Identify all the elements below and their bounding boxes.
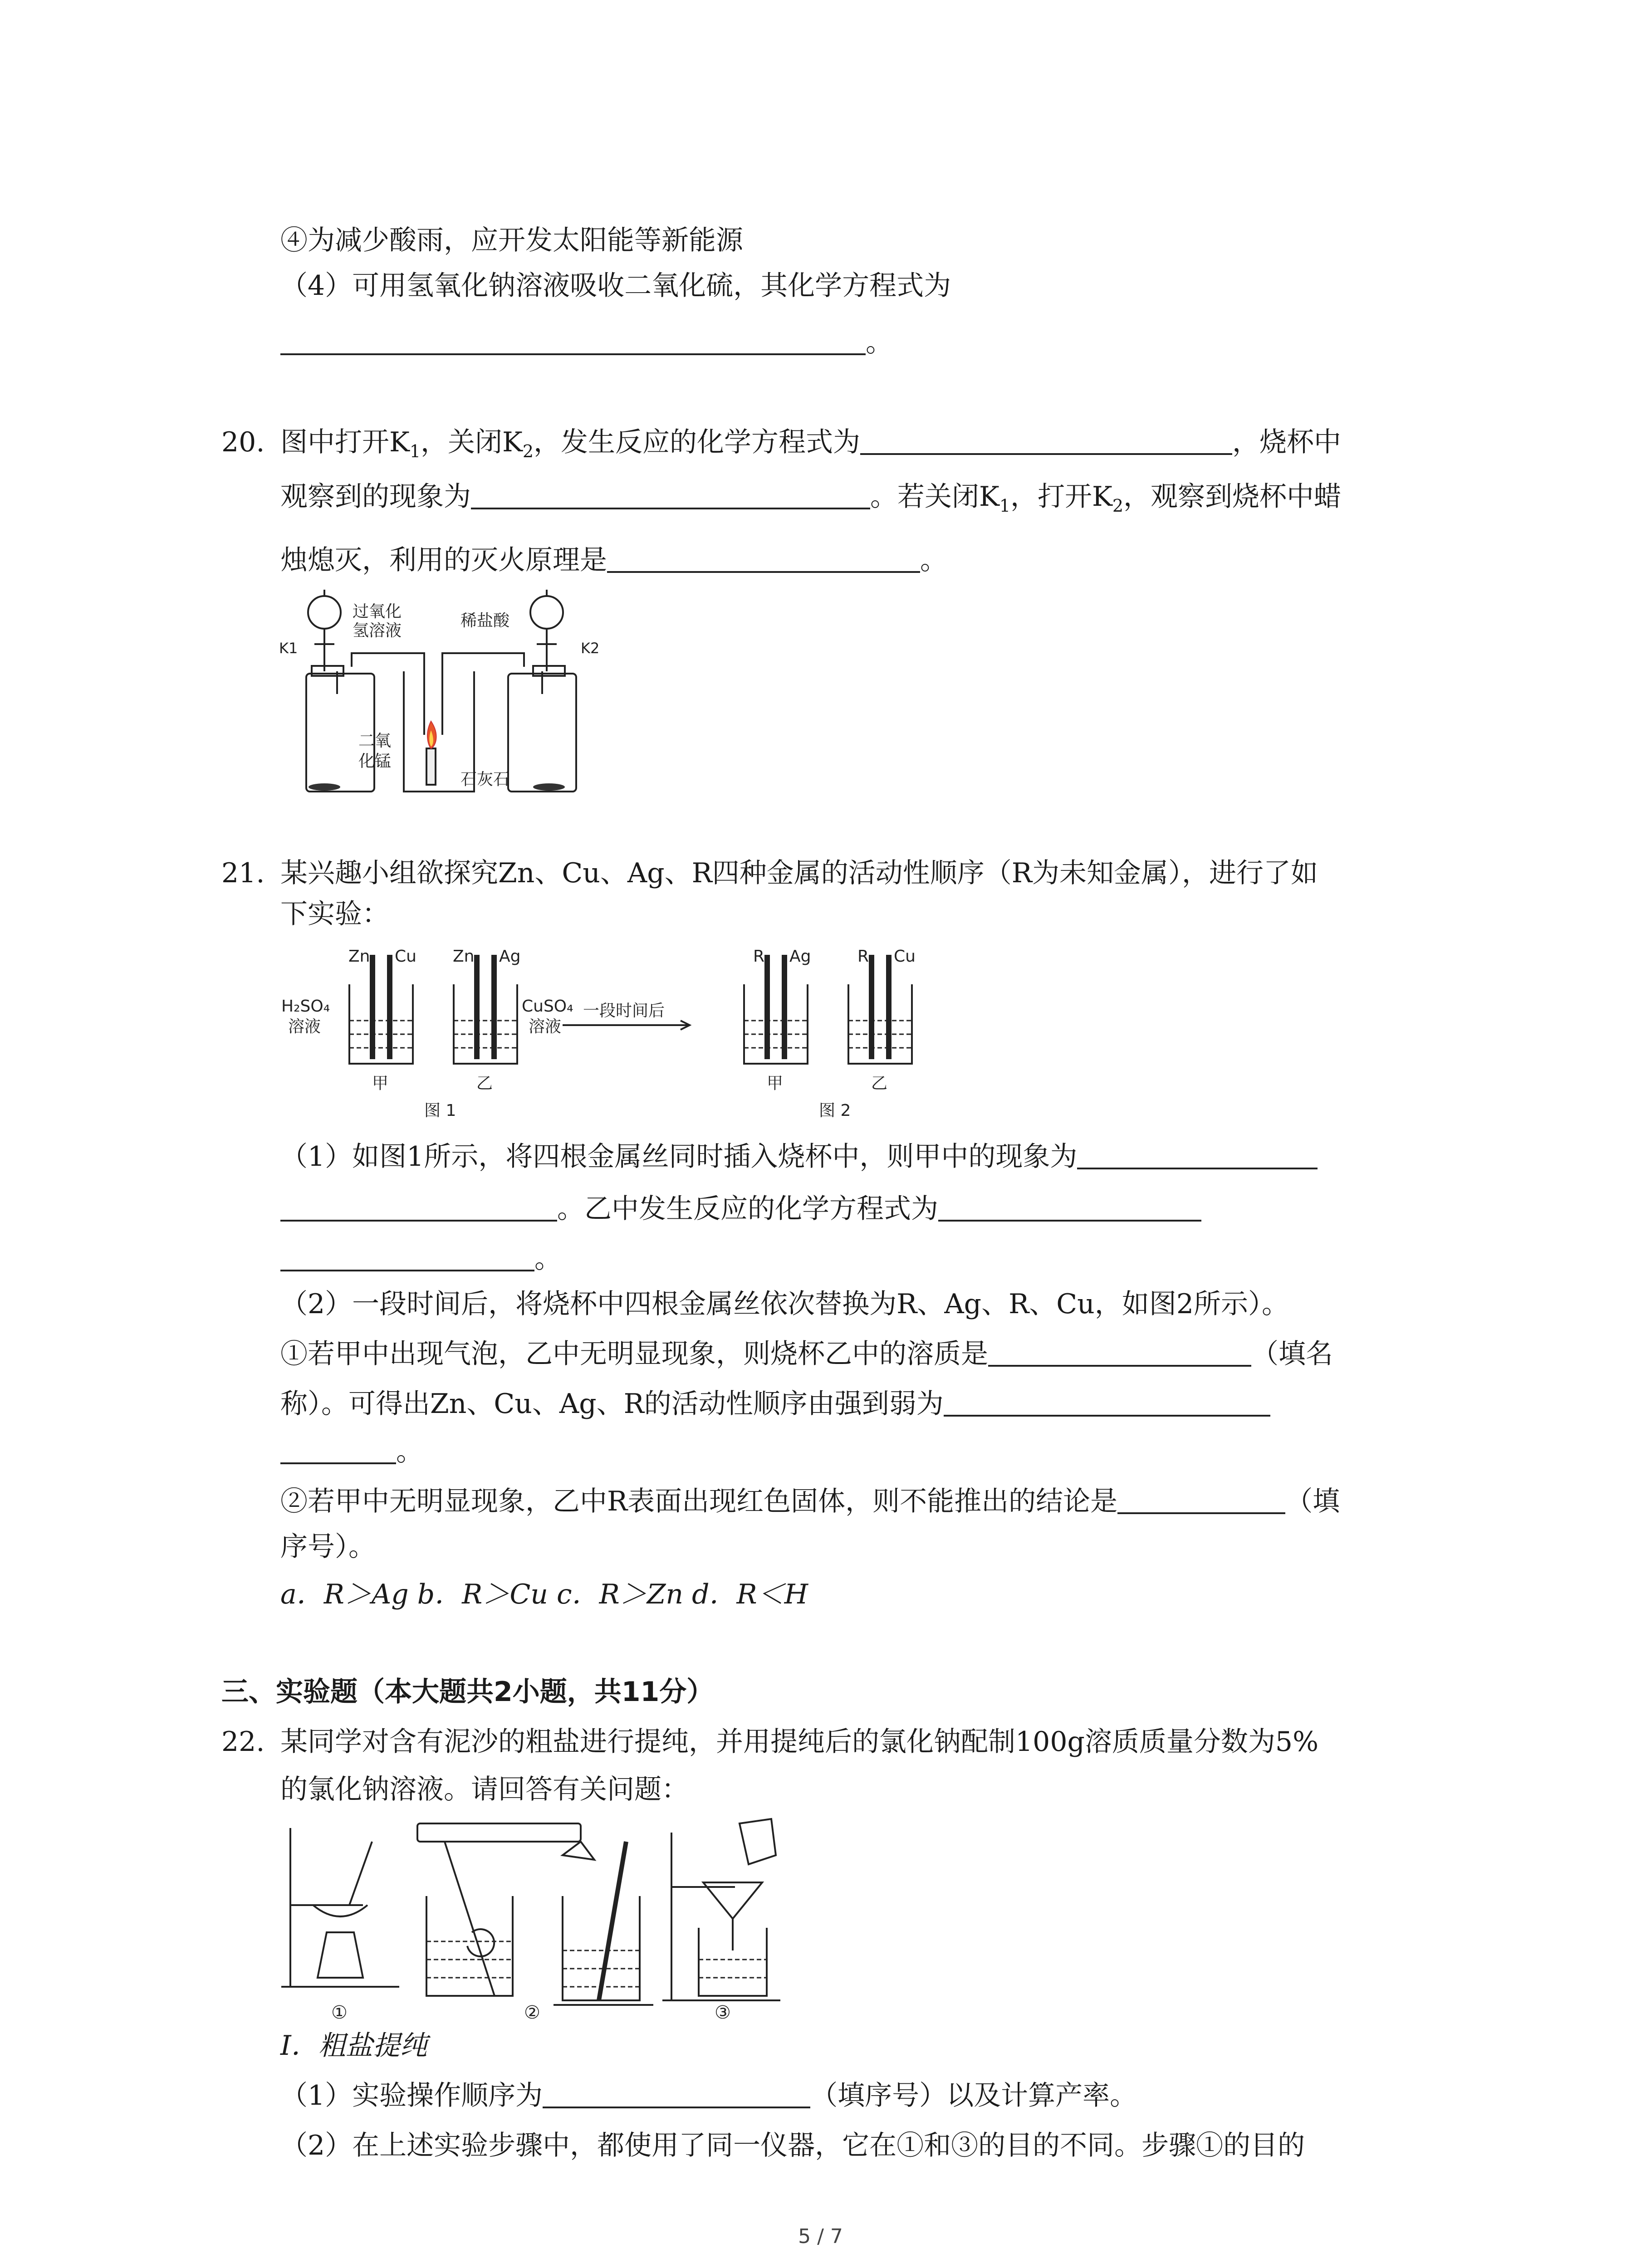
q21-metal-beakers-figure bbox=[281, 943, 944, 1125]
page-number: 5 / 7 bbox=[798, 2225, 843, 2248]
svg-text:CuSO₄: CuSO₄ bbox=[522, 997, 573, 1016]
svg-text:溶液: 溶液 bbox=[529, 1017, 562, 1036]
q21-p1-line2: 。乙中发生反应的化学方程式为 bbox=[280, 1191, 1201, 1227]
fig-label-2: ② bbox=[524, 2002, 540, 2023]
answer-blank[interactable] bbox=[988, 1338, 1251, 1367]
q20-line1: 图中打开$K_1$，关闭$K_2$，发生反应的化学方程式为 ，烧杯中 bbox=[280, 426, 1342, 461]
q22-p2: （2）在上述实验步骤中，都使用了同一仪器，它在①和③的目的不同。步骤①的目的 bbox=[280, 2130, 1305, 2161]
q20-number: 20. bbox=[221, 426, 265, 458]
q20-line2: 观察到的现象为 。若关闭$K_1$，打开$K_2$，观察到烧杯中蜡 bbox=[280, 481, 1342, 516]
svg-text:乙: 乙 bbox=[476, 1074, 493, 1093]
label-h2o2-2: 氢溶液 bbox=[353, 621, 402, 640]
svg-text:甲: 甲 bbox=[372, 1074, 389, 1093]
svg-text:R: R bbox=[753, 947, 765, 966]
answer-blank[interactable] bbox=[280, 1242, 534, 1271]
q21-p2: （2）一段时间后，将烧杯中四根金属丝依次替换为R、Ag、R、Cu，如图2所示）。 bbox=[280, 1288, 1289, 1320]
q22-p1: （1）实验操作顺序为 （填序号）以及计算产率。 bbox=[280, 2080, 1137, 2112]
svg-text:一段时间后: 一段时间后 bbox=[583, 1002, 665, 1020]
q21-p2-1-line2: 称）。可得出Zn、Cu、Ag、R的活动性顺序由强到弱为 bbox=[280, 1386, 1270, 1422]
q22-salt-purification-figure bbox=[281, 1814, 789, 2023]
label-k1: K1 bbox=[279, 640, 298, 657]
section-3-title: 三、实验题（本大题共2小题，共11分） bbox=[221, 1676, 714, 1708]
answer-blank[interactable] bbox=[280, 1435, 396, 1464]
q19-sub4: （4）可用氢氧化钠溶液吸收二氧化硫，其化学方程式为 bbox=[280, 270, 951, 302]
q21-p1-line3: 。 bbox=[280, 1241, 562, 1277]
q19-item4: ④为减少酸雨，应开发太阳能等新能源 bbox=[280, 225, 743, 256]
answer-blank[interactable] bbox=[280, 1193, 557, 1222]
svg-text:Cu: Cu bbox=[395, 947, 416, 966]
label-mno2-1: 二氧 bbox=[358, 732, 392, 750]
answer-blank[interactable] bbox=[938, 1193, 1201, 1222]
q21-line1: 某兴趣小组欲探究Zn、Cu、Ag、R四种金属的活动性顺序（R为未知金属），进行了如 bbox=[280, 857, 1318, 889]
q21-line2: 下实验： bbox=[280, 898, 389, 930]
svg-text:R: R bbox=[857, 947, 869, 966]
q21-p2-1-line1: ①若甲中出现气泡，乙中无明显现象，则烧杯乙中的溶质是 （填名 bbox=[280, 1338, 1333, 1370]
answer-blank[interactable] bbox=[607, 544, 920, 573]
fig-label-3: ③ bbox=[715, 2002, 731, 2023]
answer-blank[interactable] bbox=[944, 1388, 1270, 1417]
svg-text:图 1: 图 1 bbox=[424, 1101, 456, 1120]
svg-text:Zn: Zn bbox=[348, 947, 370, 966]
answer-blank[interactable] bbox=[1117, 1485, 1285, 1514]
q22-partI: I．粗盐提纯 bbox=[280, 2030, 427, 2062]
q21-p2-1-line3: 。 bbox=[280, 1433, 423, 1470]
q22-line2: 的氯化钠溶液。请回答有关问题： bbox=[280, 1774, 689, 1805]
q21-number: 21. bbox=[221, 857, 265, 889]
q21-p2-2-line2: 序号）。 bbox=[280, 1531, 376, 1563]
label-h2o2-1: 过氧化 bbox=[353, 602, 402, 621]
q20-apparatus-figure bbox=[279, 585, 606, 798]
svg-text:Cu: Cu bbox=[894, 947, 916, 966]
svg-text:Zn: Zn bbox=[453, 947, 475, 966]
label-hcl: 稀盐酸 bbox=[460, 611, 510, 630]
svg-text:溶液: 溶液 bbox=[288, 1017, 321, 1036]
answer-blank[interactable] bbox=[860, 426, 1232, 455]
answer-blank[interactable] bbox=[471, 480, 870, 509]
q21-options: a．R＞Ag b．R＞Cu c．R＞Zn d．R＜H bbox=[280, 1579, 808, 1610]
answer-blank[interactable] bbox=[280, 326, 866, 355]
svg-text:Ag: Ag bbox=[789, 947, 811, 966]
label-caco3: 石灰石 bbox=[460, 770, 510, 789]
fig-label-1: ① bbox=[331, 2002, 348, 2023]
svg-text:甲: 甲 bbox=[767, 1074, 784, 1093]
q21-p1-line1: （1）如图1所示，将四根金属丝同时插入烧杯中，则甲中的现象为 bbox=[280, 1139, 1318, 1175]
svg-text:乙: 乙 bbox=[871, 1074, 888, 1093]
q22-line1: 某同学对含有泥沙的粗盐进行提纯，并用提纯后的氯化钠配制100g溶质质量分数为5% bbox=[280, 1726, 1319, 1758]
svg-text:图 2: 图 2 bbox=[819, 1101, 851, 1120]
q19-answer-line[interactable]: 。 bbox=[280, 324, 893, 361]
q20-line3: 烛熄灭，利用的灭火原理是 。 bbox=[280, 544, 947, 576]
svg-text:Ag: Ag bbox=[499, 947, 521, 966]
label-mno2-2: 化锰 bbox=[358, 752, 392, 771]
label-k2: K2 bbox=[581, 640, 600, 657]
svg-text:H₂SO₄: H₂SO₄ bbox=[281, 997, 330, 1016]
answer-blank[interactable] bbox=[1077, 1140, 1318, 1169]
q21-p2-2-line1: ②若甲中无明显现象，乙中R表面出现红色固体，则不能推出的结论是 （填 bbox=[280, 1486, 1340, 1517]
answer-blank[interactable] bbox=[543, 2079, 810, 2108]
q22-number: 22. bbox=[221, 1726, 265, 1758]
